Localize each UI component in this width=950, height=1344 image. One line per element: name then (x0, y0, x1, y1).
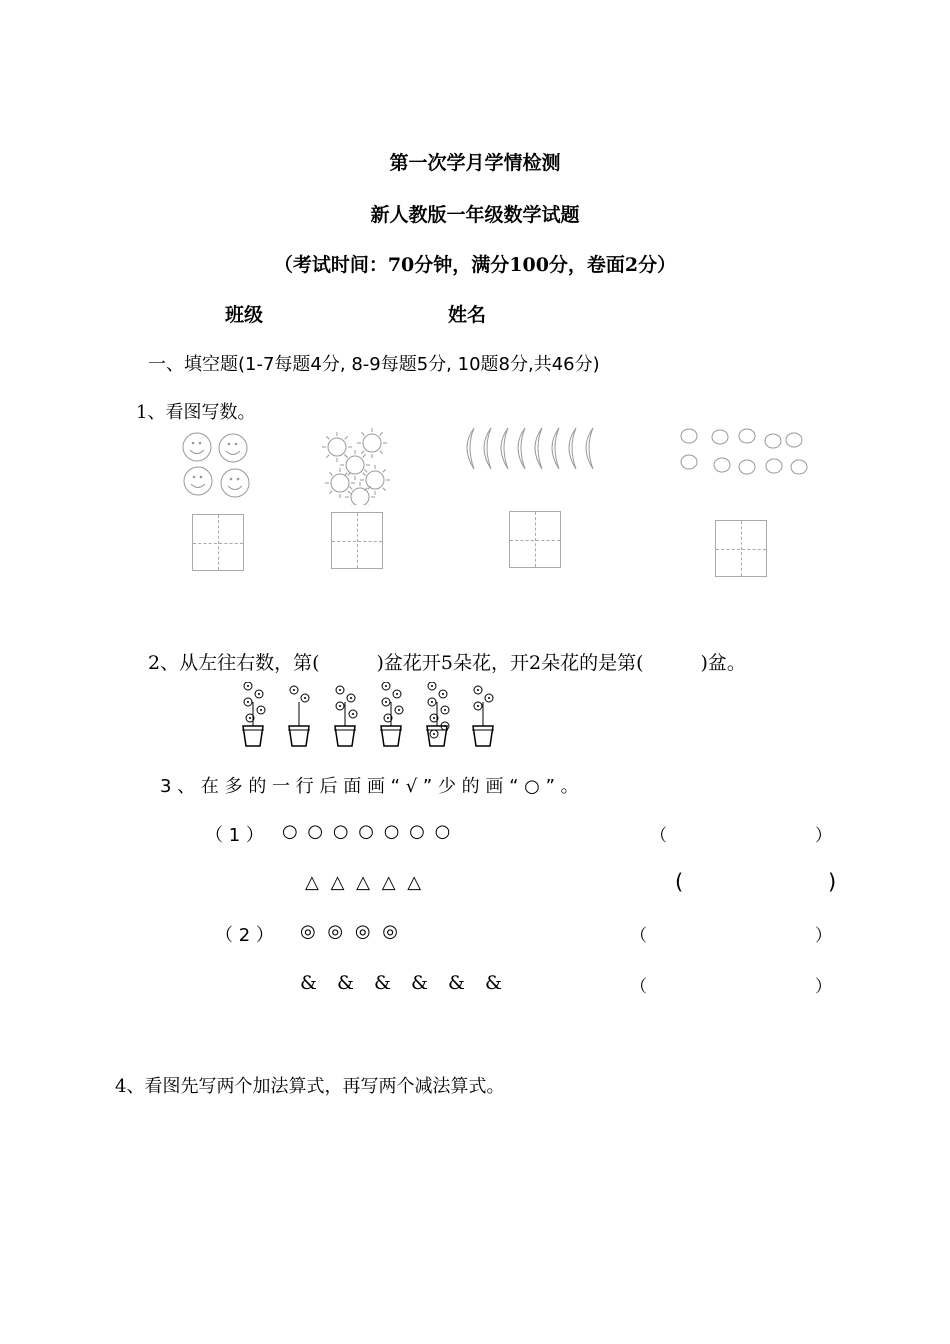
row-2-answer-open[interactable]: ( (675, 870, 684, 894)
answer-box-3[interactable] (509, 511, 561, 568)
smiley-icon (184, 467, 212, 495)
flower-pots-picture (235, 682, 505, 750)
row-3-answer-close: ） (815, 926, 832, 946)
moon-icon (552, 428, 559, 469)
row-4-answer-close: ） (815, 977, 832, 997)
circle-icon (714, 458, 730, 472)
smiley-icon (221, 469, 249, 497)
sun-icon (325, 468, 355, 498)
row-4-answer-open[interactable]: （ (630, 977, 647, 997)
sun-icon (345, 482, 375, 505)
row-1-answer-open[interactable]: （ (650, 826, 667, 846)
sun-icon (322, 432, 352, 462)
moon-icon (484, 428, 491, 469)
circle-icon (739, 429, 755, 443)
smiley-icon (219, 434, 247, 462)
circles-picture (675, 425, 815, 480)
circle-icon (786, 433, 802, 447)
moon-icon (569, 428, 576, 469)
circle-icon (765, 434, 781, 448)
suns-picture (315, 425, 400, 505)
flower-pot-icon (334, 686, 357, 746)
crescent-moons-picture (460, 425, 605, 475)
circle-icon (712, 430, 728, 444)
answer-box-1[interactable] (192, 514, 244, 571)
answer-box-4[interactable] (715, 520, 767, 577)
row-4-symbols: & & & & & & (300, 972, 502, 994)
flower-pot-icon (380, 682, 403, 746)
question-4: 4、看图先写两个加法算式，再写两个减法算式。 (115, 1076, 505, 1097)
exam-title: 第一次学月学情检测 (389, 152, 561, 174)
circle-icon (681, 429, 697, 443)
sun-icon (357, 428, 387, 458)
moon-icon (501, 428, 508, 469)
row-2-symbols: △ △ △ △ △ (305, 872, 425, 893)
circle-icon (681, 455, 697, 469)
class-label: 班级 (225, 304, 264, 326)
circle-icon (766, 459, 782, 473)
moon-icon (586, 428, 593, 469)
exam-subtitle: 新人教版一年级数学试题 (370, 204, 580, 226)
exam-info: （考试时间：70分钟，满分100分，卷面2分） (273, 254, 677, 276)
question-2: 2、从左往右数，第( )盆花开5朵花，开2朵花的是第( )盆。 (148, 652, 746, 674)
question-1: 1、看图写数。 (136, 402, 256, 423)
smiley-icon (183, 433, 211, 461)
smiley-faces-picture (180, 430, 255, 505)
moon-icon (467, 428, 474, 469)
flower-pot-icon (288, 686, 310, 746)
flower-pot-icon (426, 682, 449, 746)
row-2-answer-close: ) (828, 870, 837, 894)
row-3-answer-open[interactable]: （ (630, 926, 647, 946)
row-3-symbols: ◎ ◎ ◎ ◎ (300, 921, 401, 942)
row-1-label: （ 1 ） (205, 825, 264, 846)
sun-icon (360, 465, 390, 495)
question-3: 3 、 在 多 的 一 行 后 面 画 “ √ ” 少 的 画 “ ○ ” 。 (160, 776, 579, 797)
section1-heading: 一、填空题(1-7每题4分, 8-9每题5分, 10题8分,共46分) (148, 354, 600, 375)
moon-icon (518, 428, 525, 469)
circle-icon (739, 460, 755, 474)
row-1-answer-close: ） (815, 826, 832, 846)
moon-icon (535, 428, 542, 469)
flower-pot-icon (242, 682, 265, 746)
flower-pot-icon (472, 686, 494, 746)
row-1-symbols: ○ ○ ○ ○ ○ ○ ○ (282, 821, 453, 842)
row-3-label: （ 2 ） (215, 925, 274, 946)
name-label: 姓名 (448, 304, 487, 326)
circle-icon (791, 460, 807, 474)
answer-box-2[interactable] (331, 512, 383, 569)
